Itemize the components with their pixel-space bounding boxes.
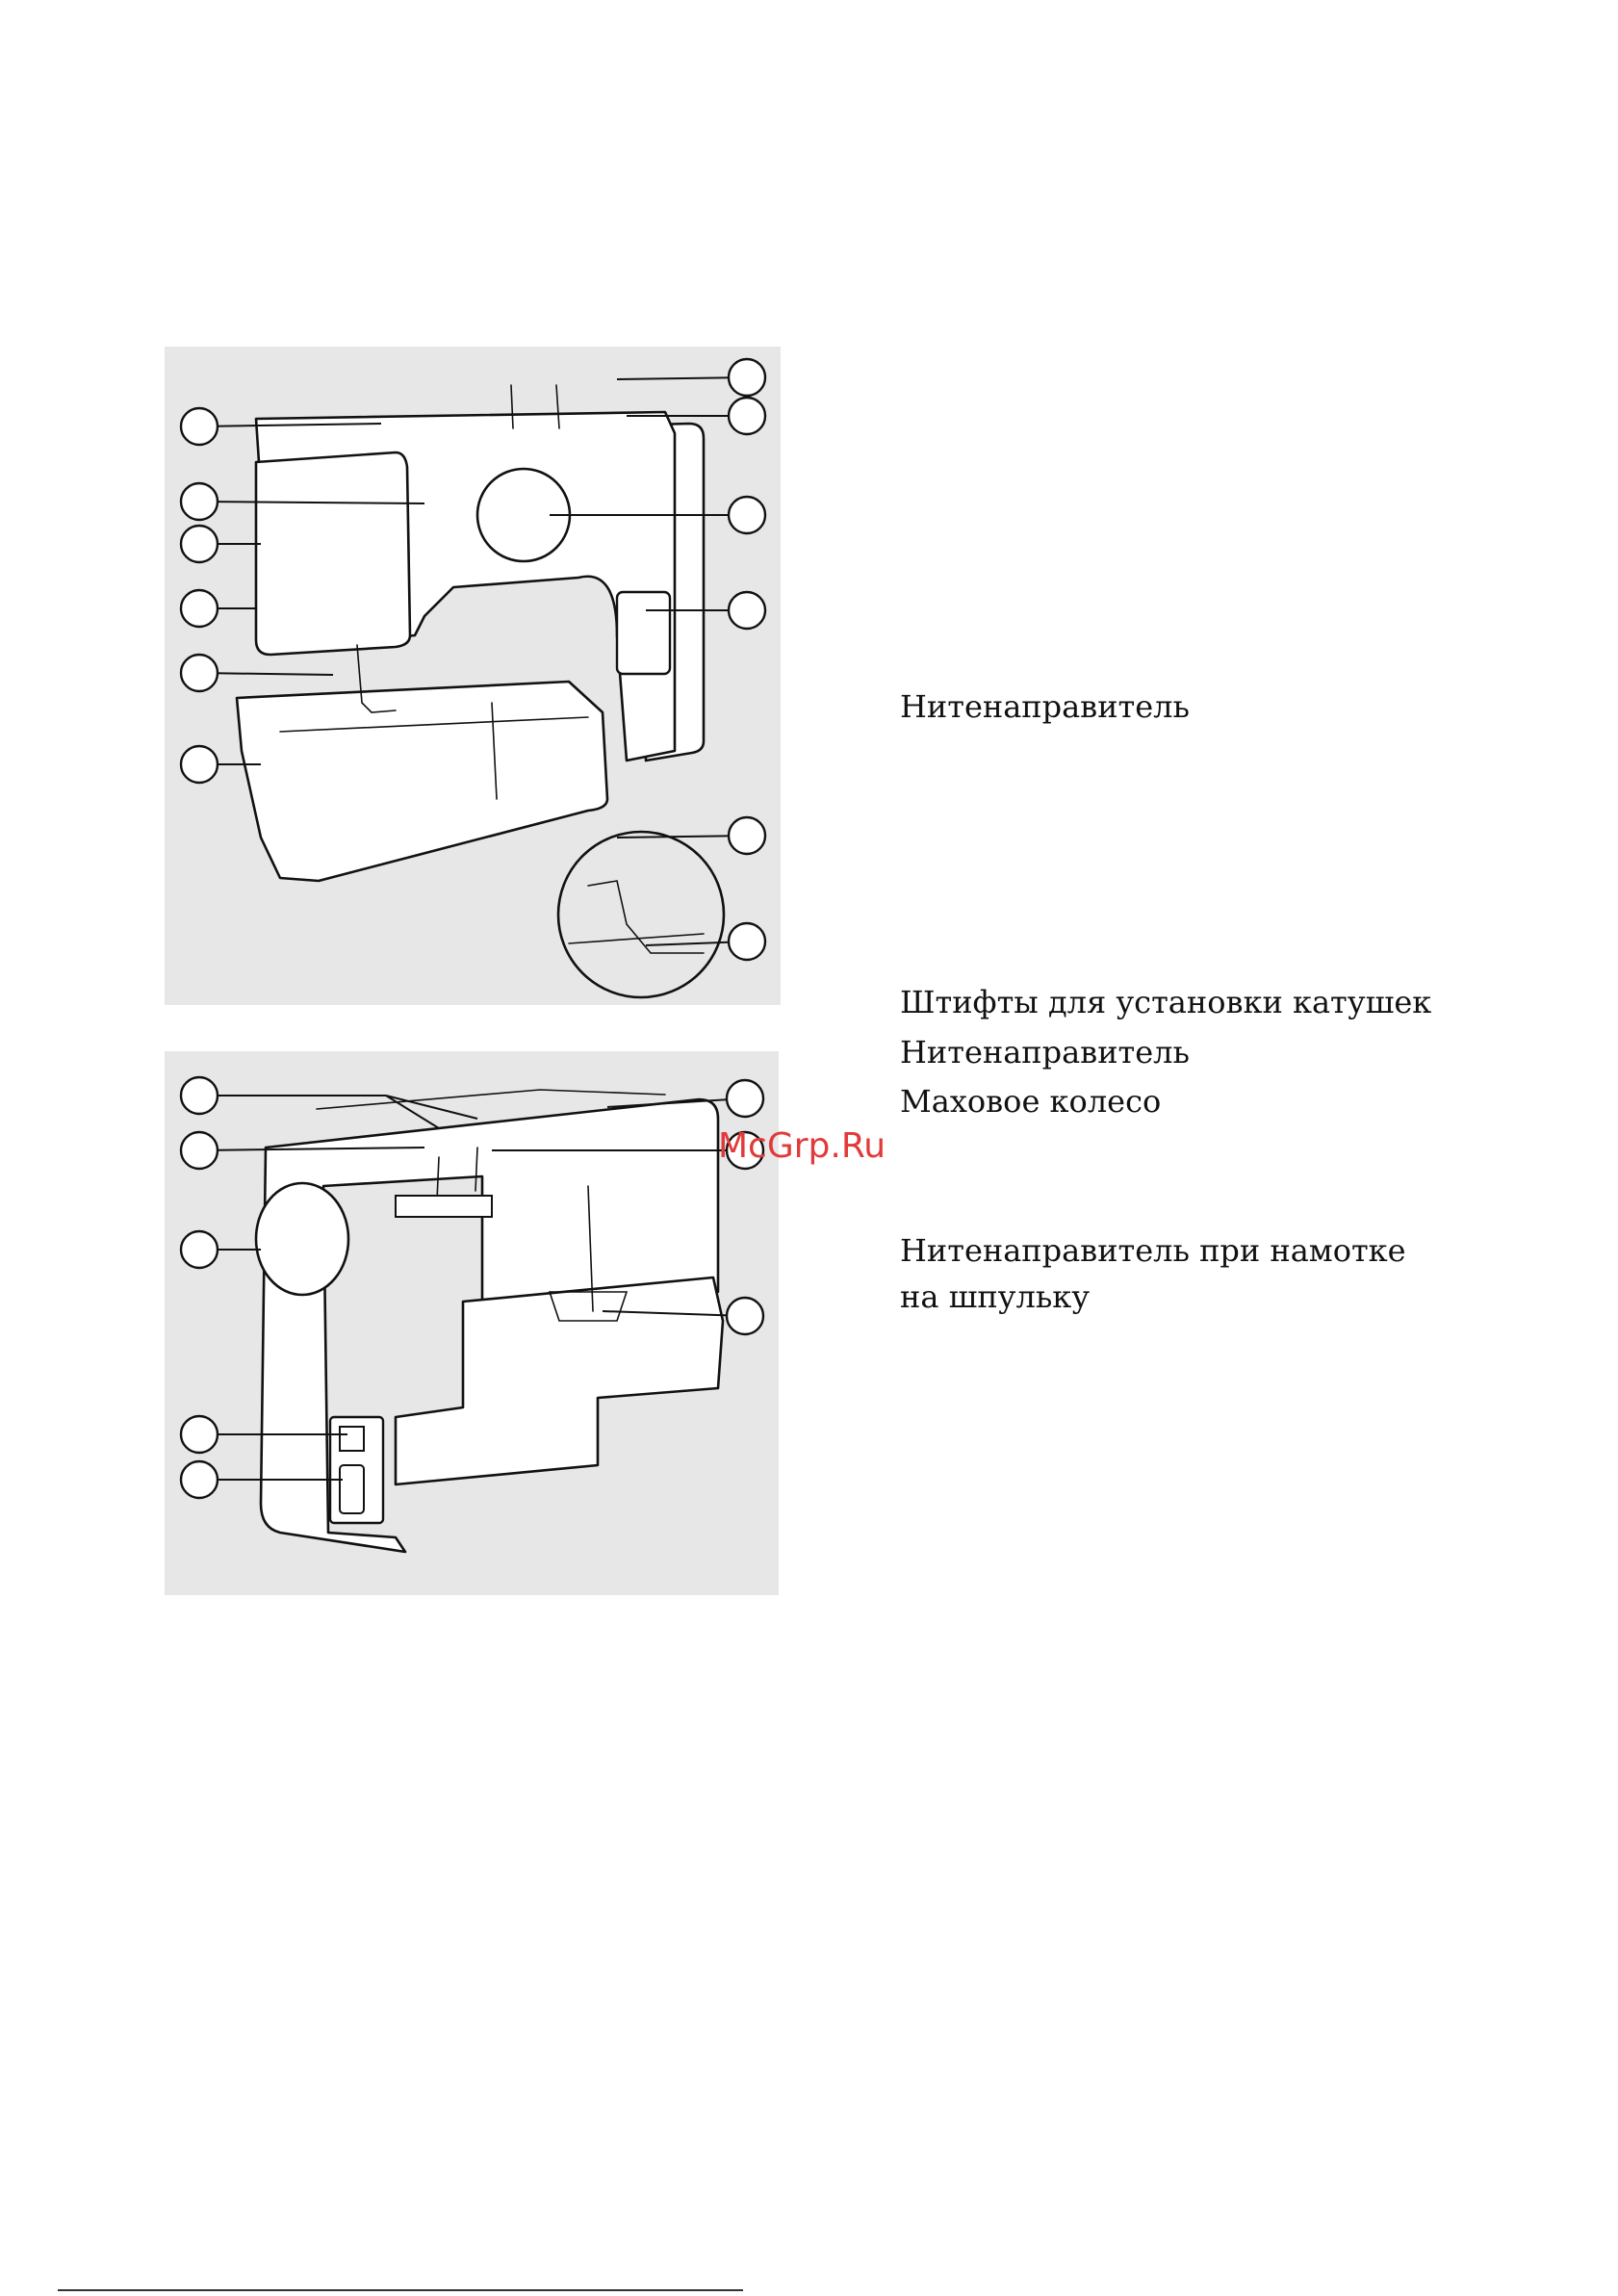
callout-circle	[181, 746, 218, 783]
label-thread-guide-2: Нитенаправитель	[900, 1034, 1190, 1071]
watermark: McGrp.Ru	[718, 1126, 886, 1166]
label-bobbin-winding-guide-cont: на шпульку	[900, 1278, 1091, 1315]
callout-circle	[181, 1231, 218, 1268]
handwheel	[256, 1183, 348, 1295]
callout-circle	[727, 1298, 763, 1334]
callout-circle	[729, 497, 765, 533]
machine-base-back	[396, 1277, 723, 1484]
callout-circle	[181, 408, 218, 445]
front-view-figure	[165, 347, 781, 1005]
label-spool-pins: Штифты для установки катушек	[900, 984, 1432, 1020]
label-handwheel: Маховое колесо	[900, 1083, 1162, 1120]
callout-circle	[181, 483, 218, 520]
reverse-lever	[617, 592, 670, 674]
callout-circle	[181, 1461, 218, 1498]
callout-circle	[181, 1132, 218, 1169]
spool-pin-holder	[396, 1196, 492, 1217]
back-view-figure	[165, 1051, 779, 1595]
footer-rule	[58, 2289, 743, 2291]
callout-circle	[727, 1080, 763, 1117]
machine-base	[237, 682, 607, 881]
label-bobbin-winding-guide: Нитенаправитель при намотке	[900, 1232, 1406, 1269]
callout-circle	[181, 1077, 218, 1114]
callout-circle	[729, 359, 765, 396]
presser-foot-inset	[558, 832, 724, 997]
label-thread-guide: Нитенаправитель	[900, 688, 1190, 725]
back-view-illustration	[165, 1051, 779, 1595]
front-view-illustration	[165, 347, 781, 1005]
callout-circle	[181, 526, 218, 562]
callout-circle	[729, 923, 765, 960]
callout-circle	[181, 655, 218, 691]
needle-head	[256, 452, 410, 655]
callout-circle	[729, 592, 765, 629]
power-switch	[340, 1427, 364, 1451]
power-socket	[340, 1465, 364, 1513]
callout-circle	[729, 817, 765, 854]
callout-circle	[181, 590, 218, 627]
callout-circle	[181, 1416, 218, 1453]
callout-circle	[729, 398, 765, 434]
